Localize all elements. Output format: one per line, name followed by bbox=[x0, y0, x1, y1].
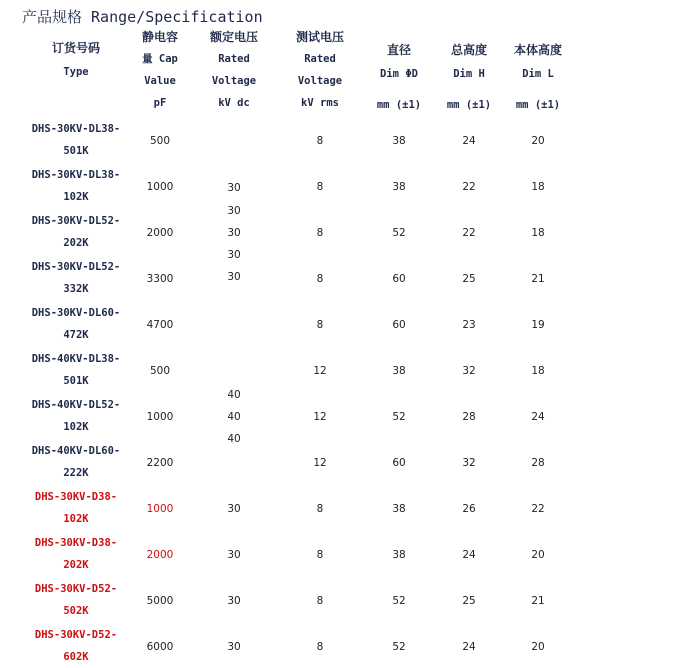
type-line2: 202K bbox=[63, 237, 89, 249]
cell-h: 24 bbox=[462, 641, 476, 653]
cell-h: 32 bbox=[462, 457, 476, 469]
cell-dia: 38 bbox=[392, 503, 406, 515]
type-line2: 502K bbox=[63, 605, 89, 617]
type-line2: 501K bbox=[63, 145, 89, 157]
cell-test: 8 bbox=[316, 135, 324, 147]
header-type-zh: 订货号码 bbox=[51, 41, 100, 55]
cell-test: 8 bbox=[316, 549, 324, 561]
cell-test: 8 bbox=[316, 641, 324, 653]
cell-l: 21 bbox=[531, 595, 545, 607]
header-l bbox=[504, 38, 572, 86]
table-row-type bbox=[18, 210, 134, 254]
table-row-type bbox=[18, 164, 134, 208]
cell-dia: 52 bbox=[392, 641, 406, 653]
header-cap-line3: Value bbox=[144, 75, 176, 87]
header-rated-unit: kV dc bbox=[218, 97, 250, 109]
cell-dia: 38 bbox=[392, 365, 406, 377]
cell-dia: 60 bbox=[392, 457, 406, 469]
type-line1: DHS-40KV-DL52- bbox=[31, 399, 121, 411]
cell-h: 32 bbox=[462, 365, 476, 377]
rated-voltage-value: 30 bbox=[227, 227, 241, 239]
type-line1: DHS-30KV-DL38- bbox=[31, 169, 121, 181]
type-line1: DHS-30KV-D38- bbox=[34, 491, 118, 503]
header-dia-unit: mm (±1) bbox=[376, 99, 422, 111]
type-line1: DHS-30KV-D38- bbox=[34, 537, 118, 549]
type-line1: DHS-30KV-DL52- bbox=[31, 215, 121, 227]
type-line2: 102K bbox=[63, 513, 89, 525]
cell-h: 25 bbox=[462, 595, 476, 607]
cell-dia: 38 bbox=[392, 135, 406, 147]
header-h-en: Dim H bbox=[453, 68, 485, 80]
rated-voltage-value: 30 bbox=[227, 249, 241, 261]
type-line1: DHS-30KV-DL60- bbox=[31, 307, 121, 319]
cell-l: 18 bbox=[531, 227, 545, 239]
table-row-type bbox=[18, 118, 134, 162]
cell-cap: 2000 bbox=[146, 227, 174, 239]
header-l-en: Dim L bbox=[522, 68, 554, 80]
type-line1: DHS-30KV-D52- bbox=[34, 629, 118, 641]
cell-rated: 30 bbox=[227, 641, 241, 653]
cell-h: 24 bbox=[462, 549, 476, 561]
cell-dia: 60 bbox=[392, 319, 406, 331]
cell-test: 8 bbox=[316, 503, 324, 515]
cell-l: 18 bbox=[531, 365, 545, 377]
cell-dia: 38 bbox=[392, 549, 406, 561]
cell-h: 22 bbox=[462, 181, 476, 193]
table-row-type bbox=[18, 578, 134, 622]
cell-l: 21 bbox=[531, 273, 545, 285]
cell-h: 26 bbox=[462, 503, 476, 515]
cell-test: 8 bbox=[316, 181, 324, 193]
cell-cap: 1000 bbox=[146, 503, 174, 515]
header-dia bbox=[366, 38, 432, 86]
rated-voltage-value: 30 bbox=[227, 271, 241, 283]
cell-l: 20 bbox=[531, 135, 545, 147]
type-line2: 102K bbox=[63, 421, 89, 433]
cell-dia: 60 bbox=[392, 273, 406, 285]
header-dia-en: Dim ΦD bbox=[380, 68, 418, 80]
cell-test: 12 bbox=[313, 365, 327, 377]
cell-cap: 500 bbox=[149, 135, 171, 147]
cell-rated: 30 bbox=[227, 595, 241, 607]
type-line2: 222K bbox=[63, 467, 89, 479]
type-line2: 501K bbox=[63, 375, 89, 387]
cell-dia: 52 bbox=[392, 595, 406, 607]
cell-h: 24 bbox=[462, 135, 476, 147]
cell-l: 28 bbox=[531, 457, 545, 469]
rated-voltage-value: 40 bbox=[227, 389, 241, 401]
rated-voltage-value: 40 bbox=[227, 411, 241, 423]
rated-voltage-value: 30 bbox=[227, 182, 241, 194]
cell-cap: 4700 bbox=[146, 319, 174, 331]
cell-cap: 3300 bbox=[146, 273, 174, 285]
cell-test: 8 bbox=[316, 273, 324, 285]
cell-rated: 30 bbox=[227, 503, 241, 515]
cell-l: 20 bbox=[531, 641, 545, 653]
cell-test: 8 bbox=[316, 319, 324, 331]
header-rated-zh: 额定电压 bbox=[209, 30, 258, 44]
header-h-zh: 总高度 bbox=[450, 43, 487, 57]
cell-h: 28 bbox=[462, 411, 476, 423]
header-test-unit: kV rms bbox=[301, 97, 339, 109]
cell-cap: 2200 bbox=[146, 457, 174, 469]
cell-dia: 52 bbox=[392, 411, 406, 423]
header-cap-line2: 量 Cap bbox=[142, 53, 178, 65]
type-line2: 202K bbox=[63, 559, 89, 571]
table-row-type bbox=[18, 348, 134, 392]
cell-cap: 1000 bbox=[146, 181, 174, 193]
header-l-unit: mm (±1) bbox=[515, 99, 561, 111]
cell-dia: 38 bbox=[392, 181, 406, 193]
header-cap bbox=[132, 26, 188, 114]
cell-l: 20 bbox=[531, 549, 545, 561]
header-test-zh: 测试电压 bbox=[295, 30, 344, 44]
cell-test: 12 bbox=[313, 411, 327, 423]
header-cap-unit: pF bbox=[153, 97, 167, 109]
type-line1: DHS-30KV-D52- bbox=[34, 583, 118, 595]
cell-test: 12 bbox=[313, 457, 327, 469]
table-row-type bbox=[18, 624, 134, 668]
table-row-type bbox=[18, 486, 134, 530]
cell-l: 24 bbox=[531, 411, 545, 423]
header-test-line3: Voltage bbox=[297, 75, 343, 87]
header-cap-zh: 静电容 bbox=[141, 30, 178, 44]
header-rated-line3: Voltage bbox=[211, 75, 257, 87]
type-line2: 602K bbox=[63, 651, 89, 663]
table-row-type bbox=[18, 256, 134, 300]
cell-l: 19 bbox=[531, 319, 545, 331]
header-type bbox=[18, 36, 134, 84]
type-line1: DHS-40KV-DL38- bbox=[31, 353, 121, 365]
type-line1: DHS-40KV-DL60- bbox=[31, 445, 121, 457]
type-line2: 472K bbox=[63, 329, 89, 341]
cell-cap: 2000 bbox=[146, 549, 174, 561]
type-line1: DHS-30KV-DL38- bbox=[31, 123, 121, 135]
header-type-en: Type bbox=[63, 66, 89, 78]
cell-test: 8 bbox=[316, 227, 324, 239]
cell-dia: 52 bbox=[392, 227, 406, 239]
cell-l: 22 bbox=[531, 503, 545, 515]
header-l-zh: 本体高度 bbox=[513, 43, 562, 57]
header-rated-line2: Rated bbox=[218, 53, 250, 65]
page-title: 产品规格 Range/Specification bbox=[22, 8, 263, 26]
cell-cap: 6000 bbox=[146, 641, 174, 653]
header-h-unit: mm (±1) bbox=[446, 99, 492, 111]
type-line1: DHS-30KV-DL52- bbox=[31, 261, 121, 273]
table-row-type bbox=[18, 394, 134, 438]
cell-cap: 1000 bbox=[146, 411, 174, 423]
table-row-type bbox=[18, 532, 134, 576]
table-row-type bbox=[18, 440, 134, 484]
cell-cap: 5000 bbox=[146, 595, 174, 607]
cell-h: 25 bbox=[462, 273, 476, 285]
cell-l: 18 bbox=[531, 181, 545, 193]
cell-test: 8 bbox=[316, 595, 324, 607]
cell-h: 22 bbox=[462, 227, 476, 239]
cell-rated: 30 bbox=[227, 549, 241, 561]
type-line2: 102K bbox=[63, 191, 89, 203]
type-line2: 332K bbox=[63, 283, 89, 295]
table-row-type bbox=[18, 302, 134, 346]
header-dia-zh: 直径 bbox=[386, 43, 411, 57]
cell-cap: 500 bbox=[149, 365, 171, 377]
header-test-voltage bbox=[284, 26, 356, 114]
header-rated-voltage bbox=[200, 26, 268, 114]
header-test-line2: Rated bbox=[304, 53, 336, 65]
rated-voltage-value: 30 bbox=[227, 205, 241, 217]
header-h bbox=[436, 38, 502, 86]
cell-h: 23 bbox=[462, 319, 476, 331]
rated-voltage-value: 40 bbox=[227, 433, 241, 445]
